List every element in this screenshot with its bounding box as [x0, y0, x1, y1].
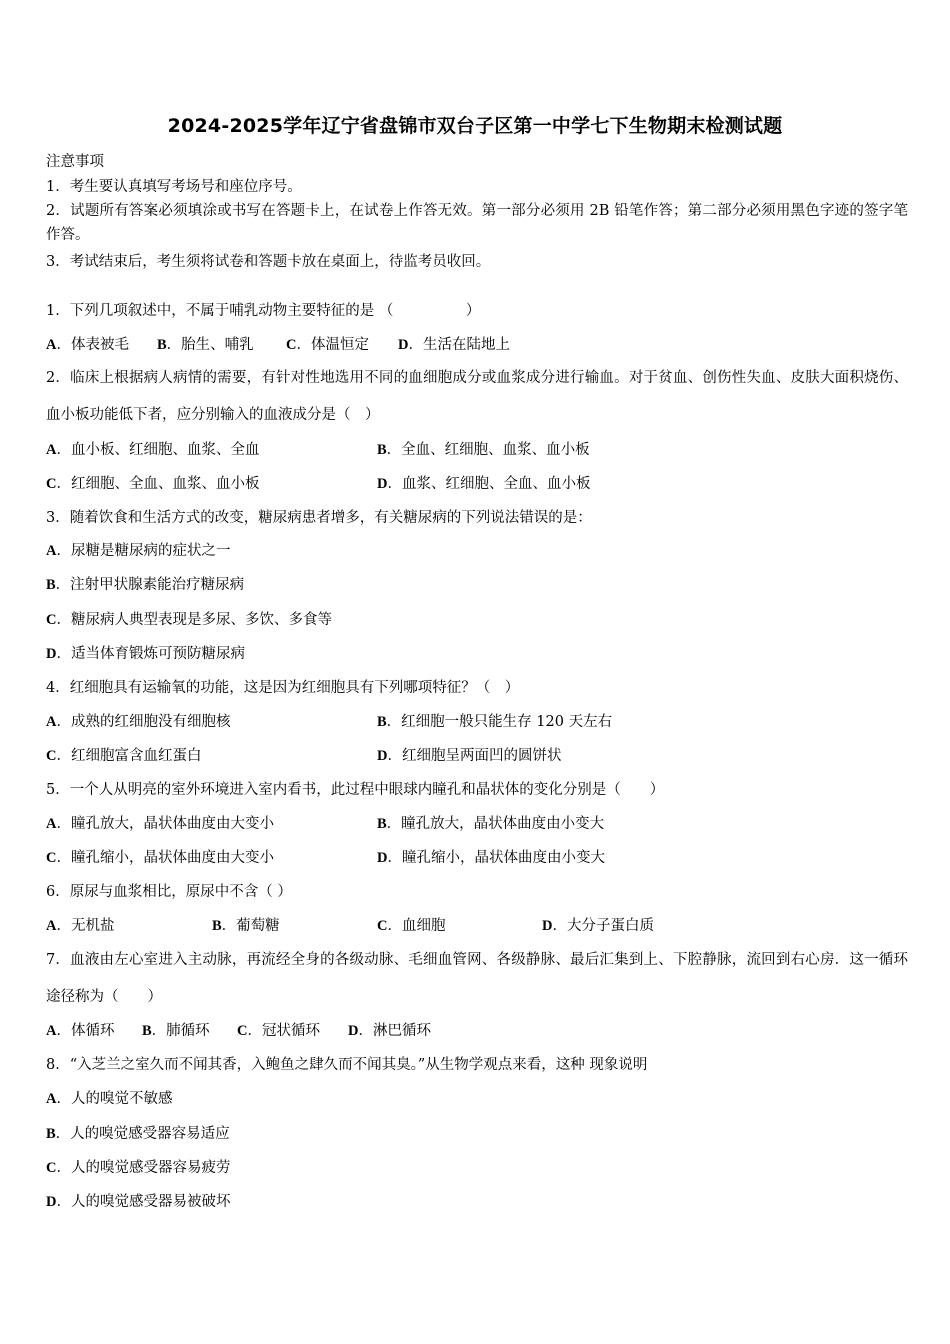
question-7-option-a: A．体循环 [46, 1023, 115, 1039]
question-6-option-b: B．葡萄糖 [212, 918, 280, 934]
question-1-option-b: B．胎生、哺乳 [157, 337, 254, 353]
notice-item-1: 1．考生要认真填写考场号和座位序号。 [46, 179, 302, 195]
question-5-stem: 5．一个人从明亮的室外环境进入室内看书，此过程中眼球内瞳孔和晶状体的变化分别是（ ） [46, 782, 665, 798]
question-3-option-a: A．尿糖是糖尿病的症状之一 [46, 543, 231, 559]
question-6-option-a: A．无机盐 [46, 918, 115, 934]
notice-heading: 注意事项 [46, 154, 104, 170]
question-8-option-b: B．人的嗅觉感受器容易适应 [46, 1126, 230, 1142]
question-7-option-c: C．冠状循环 [237, 1023, 320, 1039]
question-2-option-c: C．红细胞、全血、血浆、血小板 [46, 476, 260, 492]
question-3-stem: 3．随着饮食和生活方式的改变，糖尿病患者增多，有关糖尿病的下列说法错误的是： [46, 510, 592, 526]
question-8-stem: 8．“入芝兰之室久而不闻其香，入鲍鱼之肆久而不闻其臭。”从生物学观点来看，这种 现象说明 [46, 1057, 648, 1073]
question-4-option-a: A．成熟的红细胞没有细胞核 [46, 714, 231, 730]
question-1-option-a: A．体表被毛 [46, 337, 129, 353]
question-1-option-d: D．生活在陆地上 [398, 337, 510, 353]
question-7-option-d: D．淋巴循环 [348, 1023, 431, 1039]
question-1-option-c: C．体温恒定 [286, 337, 369, 353]
question-6-option-d: D．大分子蛋白质 [542, 918, 654, 934]
question-4-option-c: C．红细胞富含血红蛋白 [46, 748, 202, 764]
question-2-option-a: A．血小板、红细胞、血浆、全血 [46, 442, 260, 458]
question-3-option-b: B．注射甲状腺素能治疗糖尿病 [46, 577, 245, 593]
question-6-option-c: C．血细胞 [377, 918, 446, 934]
page-title: 2024-2025学年辽宁省盘锦市双台子区第一中学七下生物期末检测试题 [167, 115, 783, 137]
question-3-option-d: D．适当体育锻炼可预防糖尿病 [46, 646, 245, 662]
question-7-stem: 7．血液由左心室进入主动脉，再流经全身的各级动脉、毛细血管网、各级静脉、最后汇集到上、下腔静脉，流回到右心房．这一循环途径称为（ ） [46, 952, 908, 1005]
question-4-stem: 4．红细胞具有运输氧的功能，这是因为红细胞具有下列哪项特征？（ ） [46, 680, 520, 696]
question-5-option-d: D．瞳孔缩小，晶状体曲度由小变大 [377, 850, 605, 866]
question-8-option-c: C．人的嗅觉感受器容易疲劳 [46, 1160, 231, 1176]
question-2-option-b: B．全血、红细胞、血浆、血小板 [377, 442, 590, 458]
question-4-option-d: D．红细胞呈两面凹的圆饼状 [377, 748, 562, 764]
question-6-stem: 6．原尿与血浆相比，原尿中不含（ ） [46, 884, 292, 900]
question-3-option-c: C．糖尿病人典型表现是多尿、多饮、多食等 [46, 612, 332, 628]
notice-item-2: 2．试题所有答案必须填涂或书写在答题卡上，在试卷上作答无效。第一部分必须用 2B 铅笔作答；第二部分必须用黑色字迹的签字笔作答。 [46, 203, 908, 243]
question-5-option-c: C．瞳孔缩小，晶状体曲度由大变小 [46, 850, 274, 866]
question-8-option-a: A．人的嗅觉不敏感 [46, 1091, 173, 1107]
question-5-option-a: A．瞳孔放大，晶状体曲度由大变小 [46, 816, 274, 832]
question-8-option-d: D．人的嗅觉感受器易被破坏 [46, 1194, 231, 1210]
question-5-option-b: B．瞳孔放大，晶状体曲度由小变大 [377, 816, 605, 832]
notice-item-3: 3．考试结束后，考生须将试卷和答题卡放在桌面上，待监考员收回。 [46, 254, 491, 270]
question-1-stem: 1．下列几项叙述中，不属于哺乳动物主要特征的是 （ ） [46, 303, 481, 319]
question-7-option-b: B．肺循环 [142, 1023, 210, 1039]
question-4-option-b: B．红细胞一般只能生存 120 天左右 [377, 714, 613, 730]
question-2-stem: 2．临床上根据病人病情的需要，有针对性地选用不同的血细胞成分或血浆成分进行输血。对于贫血、创伤性失血、皮肤大面积烧伤、血小板功能低下者，应分别输入的血液成分是（ ） [46, 370, 908, 423]
question-2-option-d: D．血浆、红细胞、全血、血小板 [377, 476, 591, 492]
